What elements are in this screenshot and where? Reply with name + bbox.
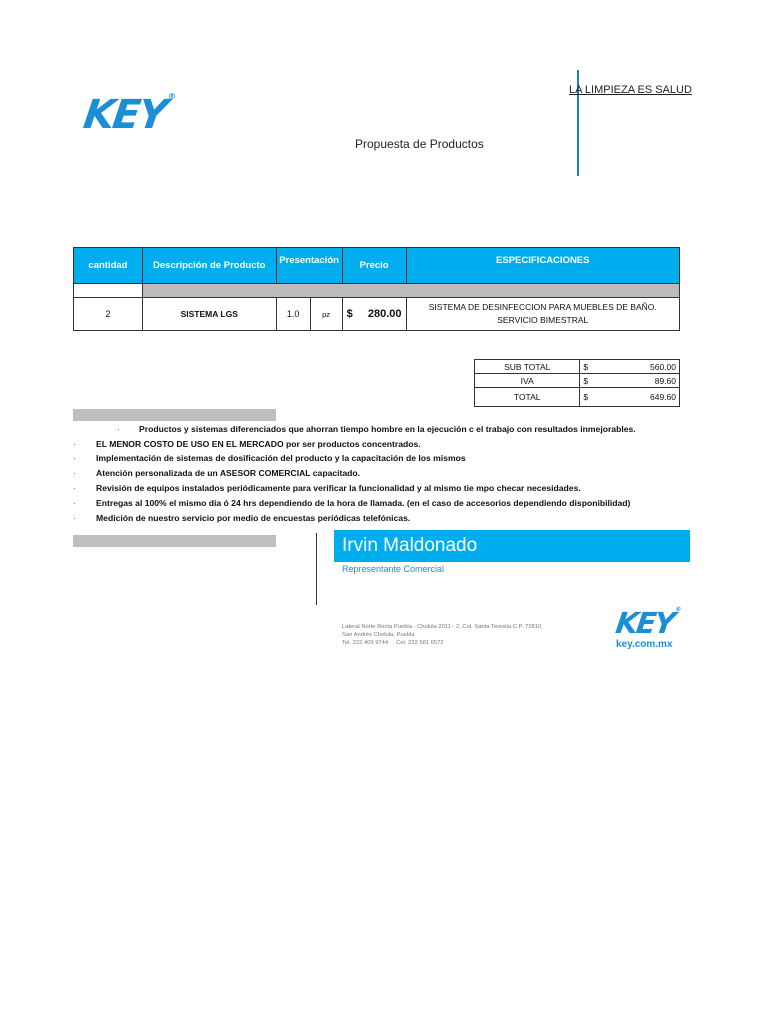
- card-key-logo: KEY®: [613, 606, 682, 640]
- cell-presentacion-unit: pz: [310, 298, 342, 331]
- totals-row: [475, 388, 680, 407]
- list-item: · Atención personalizada de un ASESOR COMERCIAL capacitado.: [73, 467, 361, 478]
- table-spacer-row: [74, 284, 680, 298]
- totals-label: TOTAL: [475, 388, 580, 407]
- card-website: key.com.mx: [616, 639, 673, 650]
- card-role: Representante Comercial: [342, 564, 445, 574]
- grey-bar-bottom: [73, 535, 276, 547]
- totals-symbol: $: [580, 388, 594, 407]
- benefits-list: [73, 422, 693, 525]
- totals-row: [475, 360, 680, 374]
- totals-label: SUB TOTAL: [475, 360, 580, 374]
- precio-value: 280.00: [367, 308, 402, 320]
- cell-precio: [342, 298, 406, 331]
- totals-value: 560.00: [594, 360, 680, 374]
- key-logo: KEY®: [80, 92, 177, 138]
- list-item: · Medición de nuestro servicio por medio de encuestas periódicas telefónicas.: [73, 512, 411, 523]
- totals-value: 89.60: [594, 374, 680, 388]
- card-name: Irvin Maldonado: [334, 530, 690, 562]
- totals-symbol: $: [580, 374, 594, 388]
- card-phone: Tel. 222 409 9744 Cel. 222 581 6572: [342, 640, 444, 646]
- list-item: · Revisión de equipos instalados periódicamente para verificar la funcionalidad y al mismo tie mpo checar necesidades.: [73, 483, 581, 494]
- list-item: · Entregas al 100% el mismo día ó 24 hrs dependiendo de la hora de llamada. (en el caso de accesorios dependiendo disponibilidad): [73, 497, 631, 508]
- cell-presentacion-qty: 1.0: [276, 298, 310, 331]
- spacer-grey-cell: [142, 284, 679, 298]
- spacer-cell: [74, 284, 143, 298]
- col-descripcion: Descripción de Producto: [142, 248, 276, 284]
- card-address-line1: Lateral Norte Recta Puebla - Cholula 2011 - 2, Col. Santa Teresita C.P. 72810,: [342, 624, 543, 630]
- cell-cantidad: 2: [74, 298, 143, 331]
- col-presentacion: Presentación: [276, 248, 342, 284]
- product-table: [73, 247, 680, 331]
- totals-table: [474, 359, 680, 407]
- col-cantidad: cantidad: [74, 248, 143, 284]
- cell-especificaciones: SISTEMA DE DESINFECCION PARA MUEBLES DE BAÑO. SERVICIO BIMESTRAL: [406, 298, 679, 331]
- card-divider: [316, 533, 317, 605]
- totals-label: IVA: [475, 374, 580, 388]
- col-especificaciones: ESPECIFICACIONES: [406, 248, 679, 284]
- list-item: · Productos y sistemas diferenciados que ahorran tiempo hombre en la ejecución c el trabajo con resultados inmejorables.: [117, 424, 636, 434]
- list-item: · EL MENOR COSTO DE USO EN EL MERCADO por ser productos concentrados.: [73, 438, 421, 449]
- table-row: [74, 298, 680, 331]
- totals-value: 649.60: [594, 388, 680, 407]
- list-item: · Implementación de sistemas de dosificación del producto y la capacitación de los mismos: [73, 453, 466, 464]
- page-title: Propuesta de Productos: [355, 137, 484, 151]
- totals-symbol: $: [580, 360, 594, 374]
- precio-symbol: $: [346, 308, 353, 320]
- totals-row: [475, 374, 680, 388]
- cell-descripcion: SISTEMA LGS: [142, 298, 276, 331]
- card-address: [342, 623, 602, 647]
- card-address-line2: San Andrés Cholula, Puebla: [342, 632, 415, 638]
- grey-bar-top: [73, 409, 276, 421]
- slogan: LA LIMPIEZA ES SALUD: [569, 84, 692, 96]
- table-header-row: [74, 248, 680, 284]
- col-precio: Precio: [342, 248, 406, 284]
